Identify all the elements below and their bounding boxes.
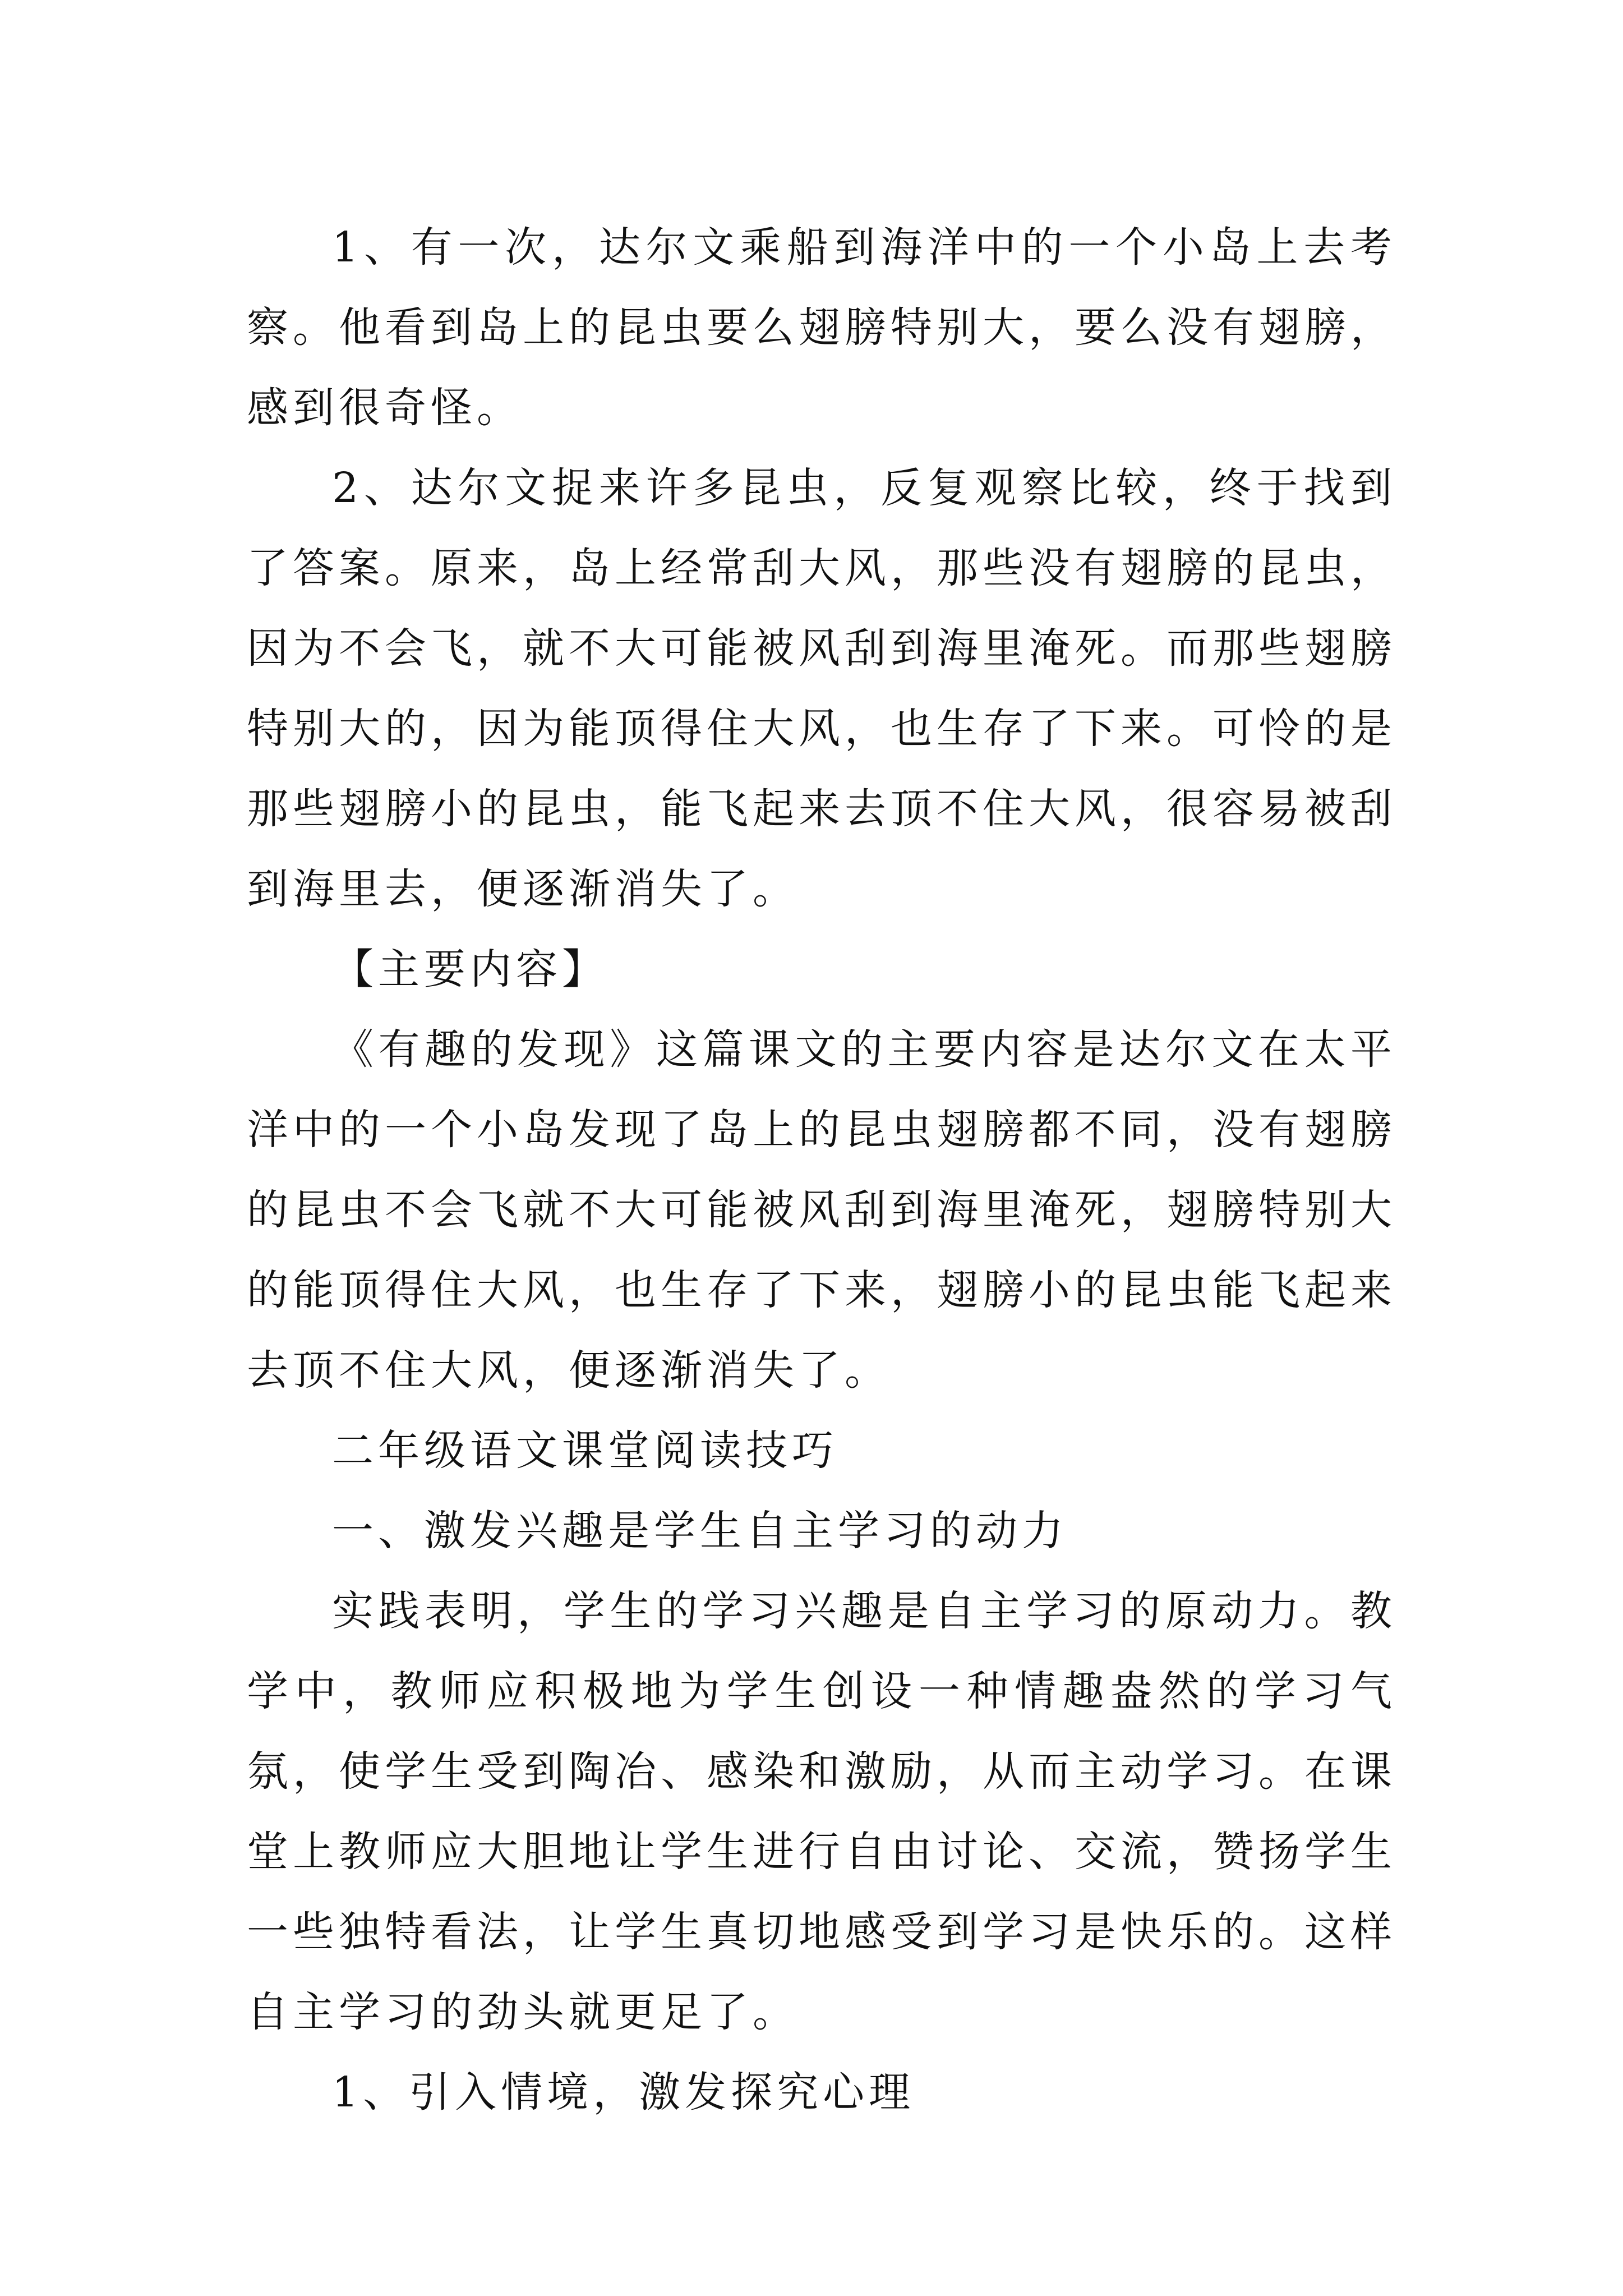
- paragraph-1: 1、有一次，达尔文乘船到海洋中的一个小岛上去考察。他看到岛上的昆虫要么翅膀特别大，要么没有翅膀，感到很奇怪。: [247, 223, 1396, 432]
- subheading-interest: 一、激发兴趣是学生自主学习的动力: [332, 1507, 1068, 1555]
- section-heading-main-content: 【主要内容】: [332, 945, 608, 993]
- paragraph-practice: 实践表明，学生的学习兴趣是自主学习的原动力。教学中，教师应积极地为学生创设一种情趣盎然的学习气氛，使学生受到陶冶、感染和激励，从而主动学习。在课堂上教师应大胆地让学生进行自由讨论、交流，赞扬学生一些独特看法，让学生真切地感受到学习是快乐的。这样自主学习的劲头就更足了。: [247, 1587, 1396, 2036]
- subheading-situation: 1、引入情境，激发探究心理: [332, 2068, 915, 2116]
- paragraph-main-content: 《有趣的发现》这篇课文的主要内容是达尔文在太平洋中的一个小岛发现了岛上的昆虫翅膀都不同，没有翅膀的昆虫不会飞就不大可能被风刮到海里淹死，翅膀特别大的能顶得住大风，也生存了下来，翅膀小的昆虫能飞起来去顶不住大风，便逐渐消失了。: [247, 1025, 1396, 1395]
- section-heading-reading-tips: 二年级语文课堂阅读技巧: [332, 1427, 838, 1475]
- document-body: [247, 208, 1396, 2133]
- paragraph-2: 2、达尔文捉来许多昆虫，反复观察比较，终于找到了答案。原来，岛上经常刮大风，那些没有翅膀的昆虫，因为不会飞，就不大可能被风刮到海里淹死。而那些翅膀特别大的，因为能顶得住大风，也生存了下来。可怜的是那些翅膀小的昆虫，能飞起来去顶不住大风，很容易被刮到海里去，便逐渐消失了。: [247, 464, 1396, 913]
